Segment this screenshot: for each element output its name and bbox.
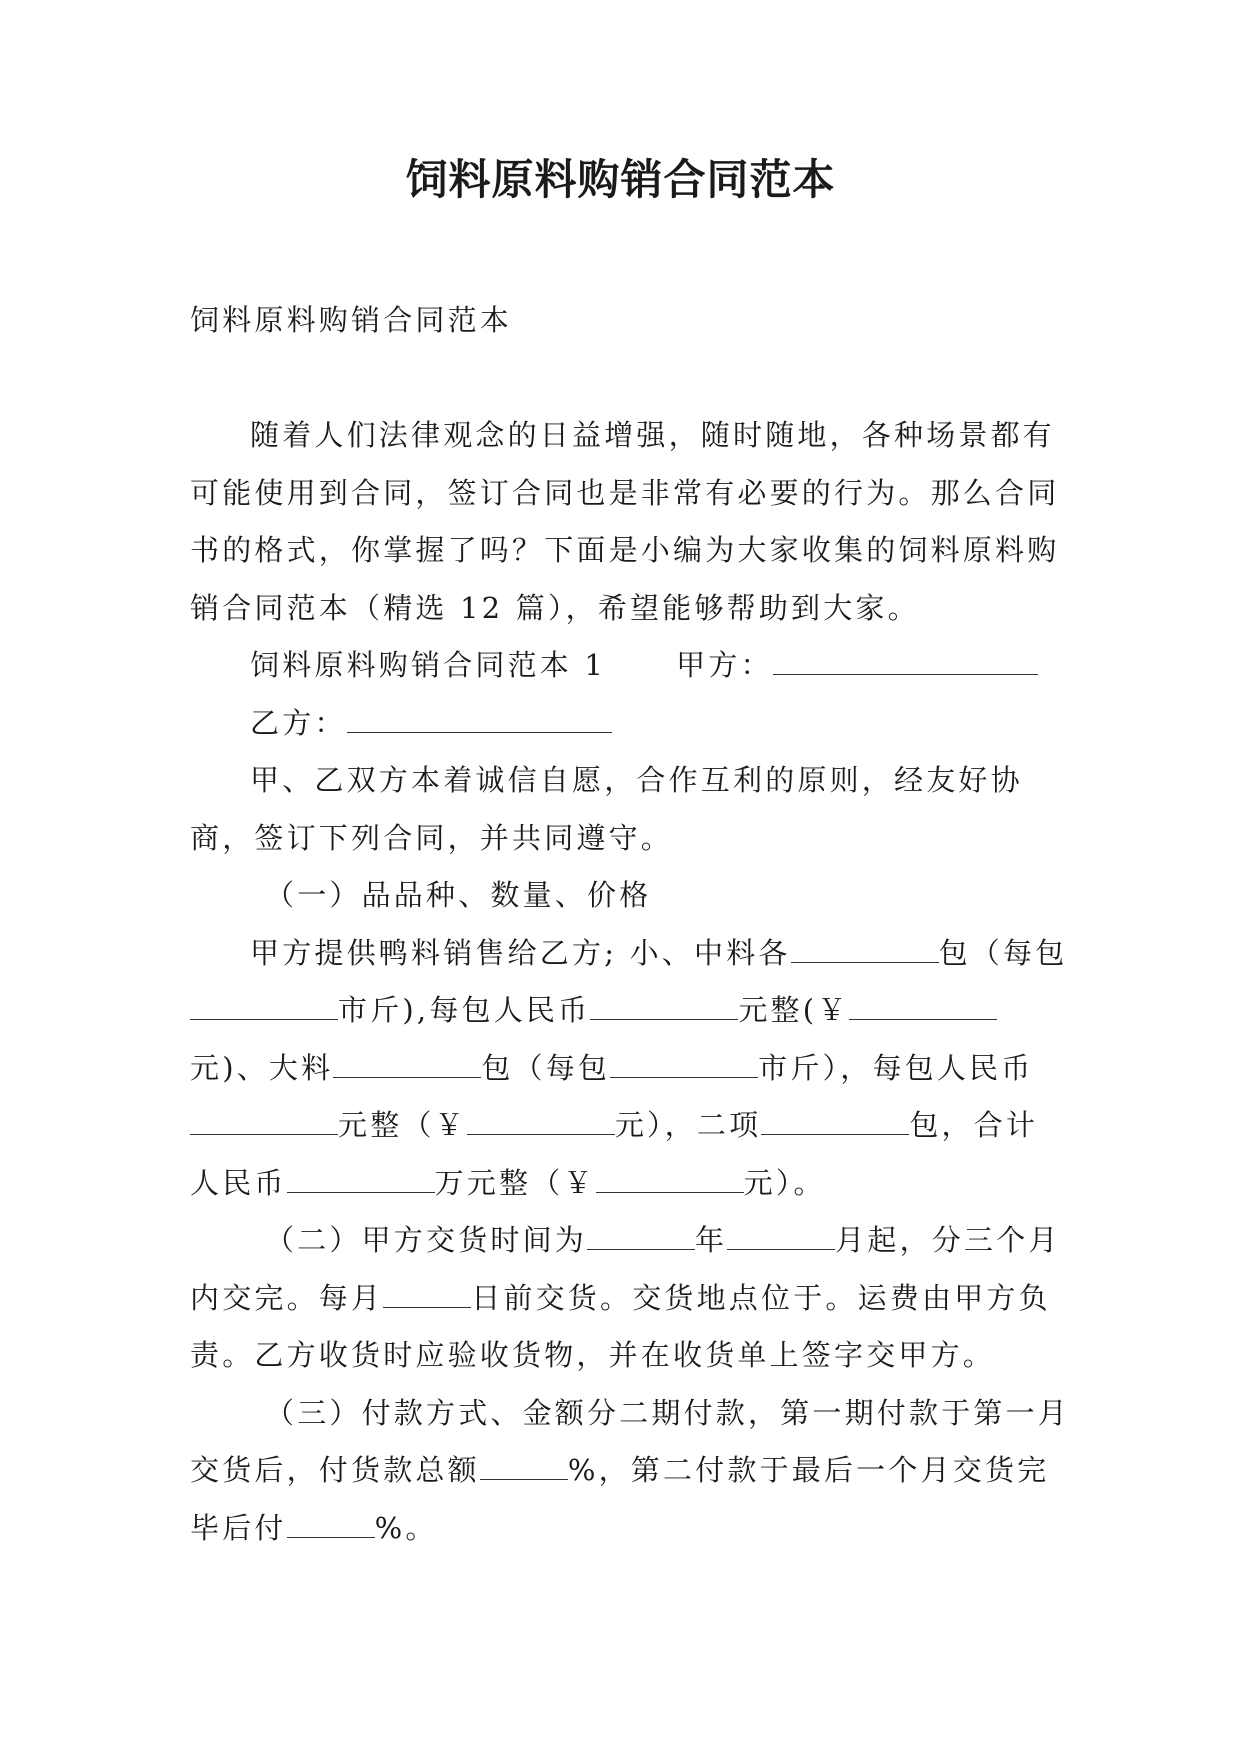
document-subtitle: 饲料原料购销合同范本 — [190, 303, 513, 337]
party-b-label: 乙方： — [250, 705, 347, 740]
section-2-paragraph — [190, 1212, 1070, 1385]
blank — [287, 1513, 375, 1538]
section-1-text: 元)、大料 — [190, 1050, 334, 1085]
section-1-text: 包，合计人民币 — [190, 1108, 1039, 1200]
blank — [727, 1225, 835, 1250]
blank — [791, 938, 939, 963]
blank — [383, 1283, 471, 1308]
contract-heading: 饲料原料购销合同范本 1 — [250, 648, 607, 682]
section-2-text: （二）甲方交货时间为 — [265, 1223, 588, 1257]
section-1-text: 元）。 — [743, 1165, 826, 1200]
party-b-blank — [347, 708, 612, 733]
blank — [587, 1225, 695, 1250]
blank — [849, 995, 997, 1020]
blank — [287, 1168, 435, 1193]
section-1-text: 市斤），每包人民币 — [758, 1050, 1034, 1085]
section-2-text: 日前交货。交货地点位于。运费由甲方负责。乙方收货时应验收货物，并在收货单上签字交甲方。 — [190, 1280, 1051, 1372]
section-3-text: %。 — [374, 1510, 438, 1545]
blank — [610, 1053, 758, 1078]
blank — [761, 1110, 909, 1135]
section-1-text: 元整(￥ — [738, 993, 850, 1027]
document-title: 饲料原料购销合同范本 — [405, 155, 836, 204]
section-1-title: （一）品品种、数量、价格 — [265, 878, 652, 912]
section-3-text: %，第二付款于最后一个月交货完毕后付 — [190, 1453, 1050, 1545]
party-b-line — [190, 695, 1070, 753]
blank — [467, 1110, 615, 1135]
section-3-text: （三）付款方式、金额分二期付款，第一期付款于第一月交货后，付货款总额 — [190, 1395, 1071, 1487]
section-1-text: 包（每包 — [938, 935, 1068, 970]
section-1-text: 甲方提供鸭料销售给乙方; 小、中料各 — [250, 935, 791, 970]
section-2-text: 月起，分三个月内交完。每月 — [190, 1223, 1061, 1315]
blank — [480, 1455, 568, 1480]
blank — [190, 995, 338, 1020]
intro-paragraph: 随着人们法律观念的日益增强，随时随地，各种场景都有可能使用到合同，签订合同也是非常有必要的行为。那么合同书的格式，你掌握了吗？下面是小编为大家收集的饲料原料购销合同范本（精选 12 篇），希望能够帮助到大家。 — [190, 418, 1060, 625]
blank — [333, 1053, 481, 1078]
blank — [190, 1110, 338, 1135]
party-a-blank — [773, 650, 1038, 675]
contract-heading-line — [190, 637, 1070, 695]
section-1-text: 万元整（￥ — [434, 1165, 596, 1200]
party-a-label: 甲方： — [676, 648, 773, 682]
section-1-text: 市斤),每包人民币 — [338, 993, 591, 1027]
blank — [590, 995, 738, 1020]
section-2-text: 年 — [695, 1223, 728, 1257]
section-1-text: 包（每包 — [481, 1050, 611, 1085]
section-3-paragraph — [190, 1385, 1070, 1558]
blank — [596, 1168, 744, 1193]
section-1-paragraph — [190, 925, 1070, 1213]
section-1-text: 元），二项 — [614, 1108, 762, 1142]
section-1-text: 元整（￥ — [338, 1108, 467, 1142]
document-body — [190, 292, 1070, 1557]
principle-paragraph: 甲、乙双方本着诚信自愿，合作互利的原则，经友好协商，签订下列合同，并共同遵守。 — [190, 763, 1023, 855]
